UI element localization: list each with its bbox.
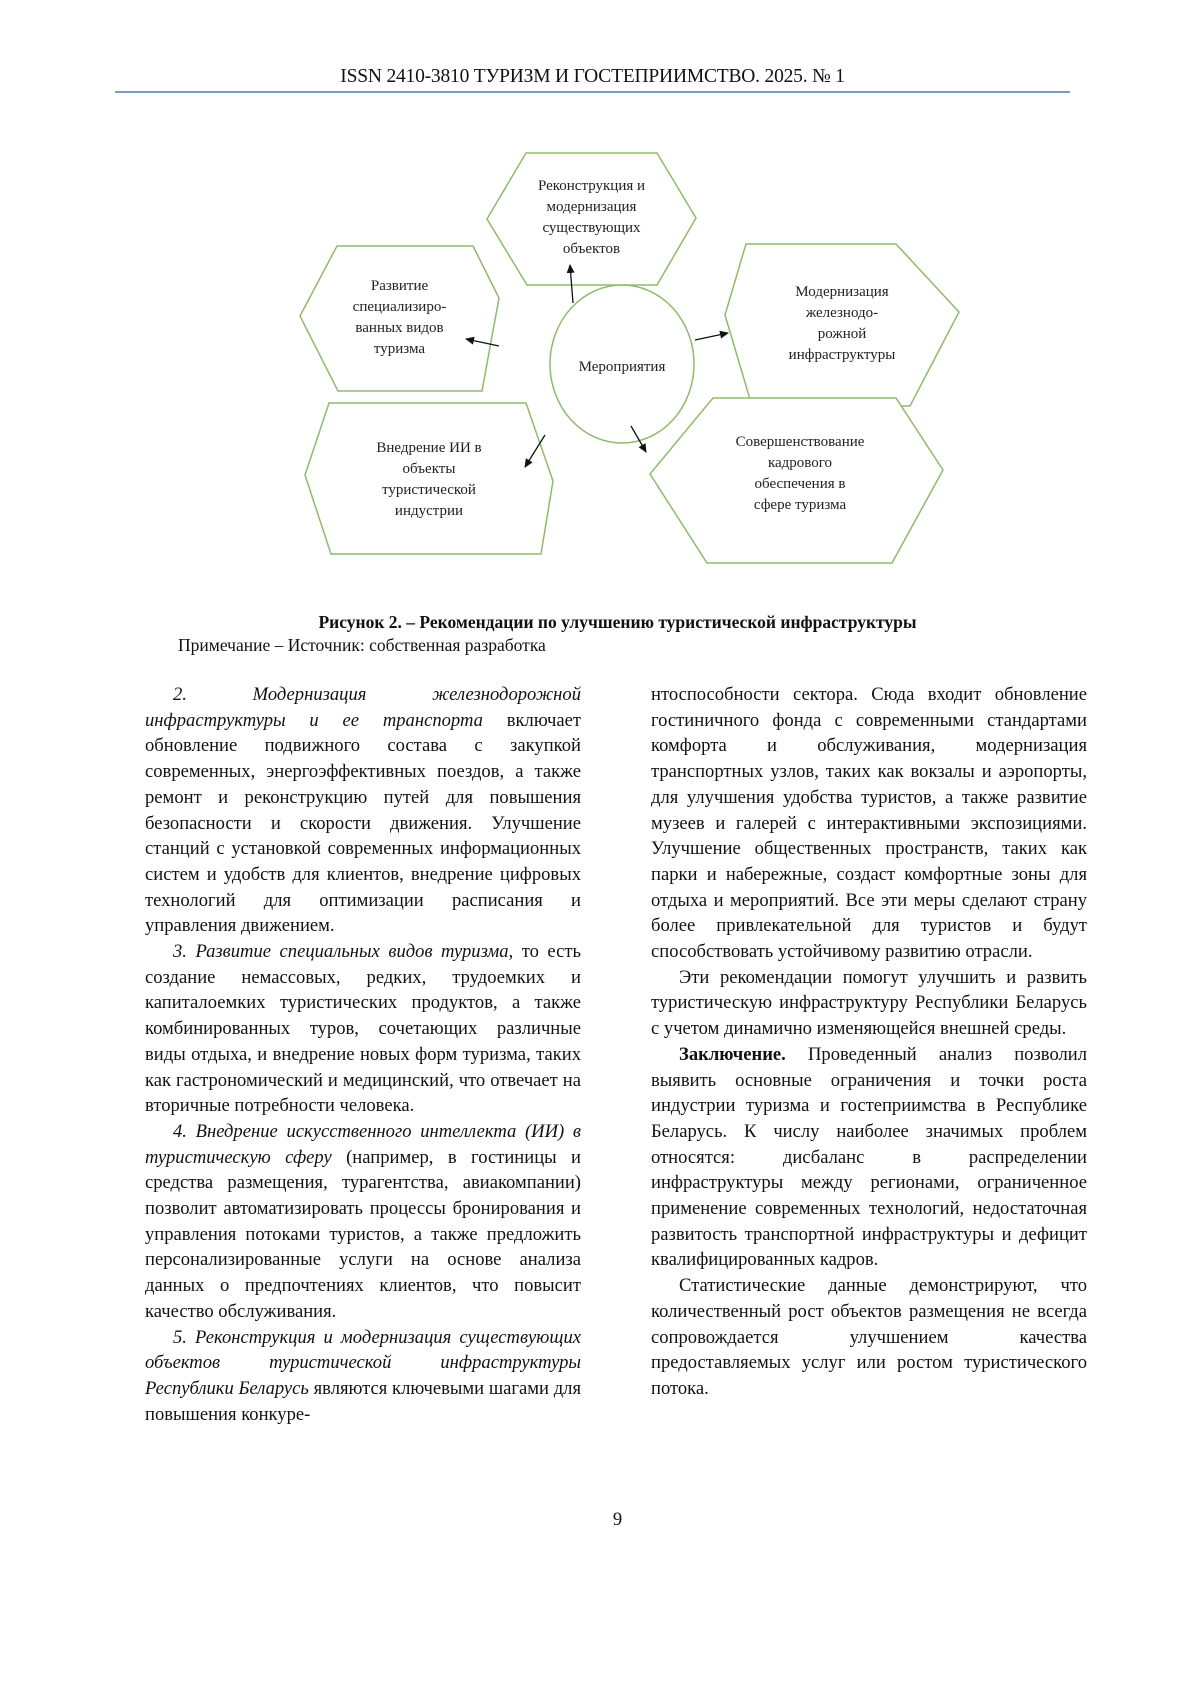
node-bottom-right-line: сфере туризма	[753, 497, 847, 513]
figure-note: Примечание – Источник: собственная разработка	[178, 635, 546, 655]
node-left-label	[300, 276, 499, 360]
node-left-line: туризма	[373, 341, 426, 357]
node-top-line: объектов	[562, 241, 621, 257]
paragraph-heading: 5. Реконструкция и модернизация существующих объектов туристической инфраструктуры Республики Беларусь	[145, 1326, 581, 1399]
center-label: Мероприятия	[578, 359, 666, 375]
paragraph	[145, 1325, 581, 1428]
diagram-figure	[270, 140, 970, 610]
journal-header: ISSN 2410-3810 ТУРИЗМ И ГОСТЕПРИИМСТВО. 2025. № 1	[340, 66, 845, 87]
node-right-label	[725, 282, 959, 366]
node-top-line: модернизация	[546, 199, 637, 215]
header-rule	[115, 91, 1070, 93]
page-number: 9	[612, 1509, 623, 1530]
left-column	[145, 682, 581, 1427]
node-left-line: специализиро-	[352, 299, 447, 315]
node-bottom-left-line: туристической	[382, 482, 476, 498]
conclusion-heading: Заключение.	[679, 1043, 786, 1065]
paragraph	[145, 682, 581, 939]
node-top-line: существующих	[542, 220, 641, 236]
paragraph	[145, 1119, 581, 1325]
node-bottom-right-line: кадрового	[767, 455, 833, 471]
paragraph-heading: 3. Развитие специальных видов туризма	[173, 941, 509, 963]
paragraph-text: Проведенный анализ позволил выявить основные ограничения и точки роста индустрии туризма и гостеприимства в Республике Беларусь. К числу наиболее значимых проблем относятся: дисбаланс в распределении инфраструктуры между регионами, ограниченное применение современных технологий, недостаточная развитость транспортной инфраструктуры и дефицит квалифицированных кадров.	[651, 1043, 1087, 1271]
paragraph-text: являются ключевыми шагами для повышения конкуре-	[145, 1377, 581, 1425]
paragraph-heading: 4. Внедрение искусственного интеллекта (ИИ) в туристическую сферу	[145, 1120, 581, 1168]
paragraph: Статистические данные демонстрируют, что количественный рост объектов размещения не всегда сопровождается улучшением качества предоставляемых услуг или ростом туристического потока.	[651, 1275, 1087, 1399]
node-bottom-center-label	[550, 357, 694, 378]
node-right-line: рожной	[817, 326, 867, 342]
paragraph-text: включает обновление подвижного состава с закупкой современных, энергоэффективных поездов, а также ремонт и реконструкцию путей для повышения безопасности и скорости движения. Улучшение станций с установкой современных информационных систем и удобств для клиентов, внедрение цифровых технологий для оптимизации расписания и управления движением.	[145, 709, 581, 937]
node-bottom-right-label	[670, 432, 930, 516]
figure-caption: Рисунок 2. – Рекомендации по улучшению туристической инфраструктуры	[318, 612, 917, 632]
node-top-line: Реконструкция и	[537, 178, 646, 194]
paragraph-heading: 2. Модернизация железнодорожной инфраструктуры и ее транспорта	[145, 684, 581, 731]
paragraph	[651, 1042, 1087, 1273]
node-right-line: инфраструктуры	[788, 347, 896, 363]
node-left-line: ванных видов	[355, 320, 444, 336]
node-bottom-left-label	[305, 438, 553, 522]
node-bottom-right-line: Совершенствование	[735, 434, 865, 450]
node-right-line: железнодо-	[805, 305, 879, 321]
paragraph	[145, 939, 581, 1119]
node-right-line: Модернизация	[795, 284, 889, 300]
paragraph-text: , то есть создание немассовых, редких, трудоемких и капиталоемких туристических продуктов, а также комбинированных туров, сочетающих различные виды отдыха, и внедрение новых форм туризма, таких как гастрономический и медицинский, что отвечает на вторичные потребности человека.	[145, 941, 581, 1117]
right-column	[651, 682, 1087, 1402]
paragraph: Эти рекомендации помогут улучшить и развить туристическую инфраструктуру Республики Беларусь с учетом динамично изменяющейся внешней среды.	[651, 966, 1087, 1040]
node-bottom-left-line: индустрии	[394, 503, 464, 519]
node-top-label	[487, 176, 696, 260]
node-bottom-left-line: Внедрение ИИ в	[376, 440, 482, 456]
node-bottom-left-line: объекты	[402, 461, 456, 477]
paragraph-text: (например, в гостиницы и средства размещения, турагентства, авиакомпании) позволит автоматизировать процессы бронирования и управления потоками туристов, а также предложить персонализированные услуги на основе анализа данных о предпочтениях клиентов, что повысит качество обслуживания.	[145, 1146, 581, 1322]
arrow-to-right	[695, 333, 728, 340]
node-left-line: Развитие	[370, 278, 429, 294]
node-bottom-right-line: обеспечения в	[754, 476, 846, 492]
paragraph: нтоспособности сектора. Сюда входит обновление гостиничного фонда с современными стандартами комфорта и обслуживания, модернизация транспортных узлов, таких как вокзалы и аэропорты, для улучшения удобства туристов, а также развитие музеев и галерей с интерактивными экспозициями. Улучшение общественных пространств, таких как парки и набережные, создаст комфортные зоны для отдыха и мероприятий. Все эти меры сделают страну более привлекательной для туристов и будут способствовать устойчивому развитию отрасли.	[651, 684, 1087, 963]
